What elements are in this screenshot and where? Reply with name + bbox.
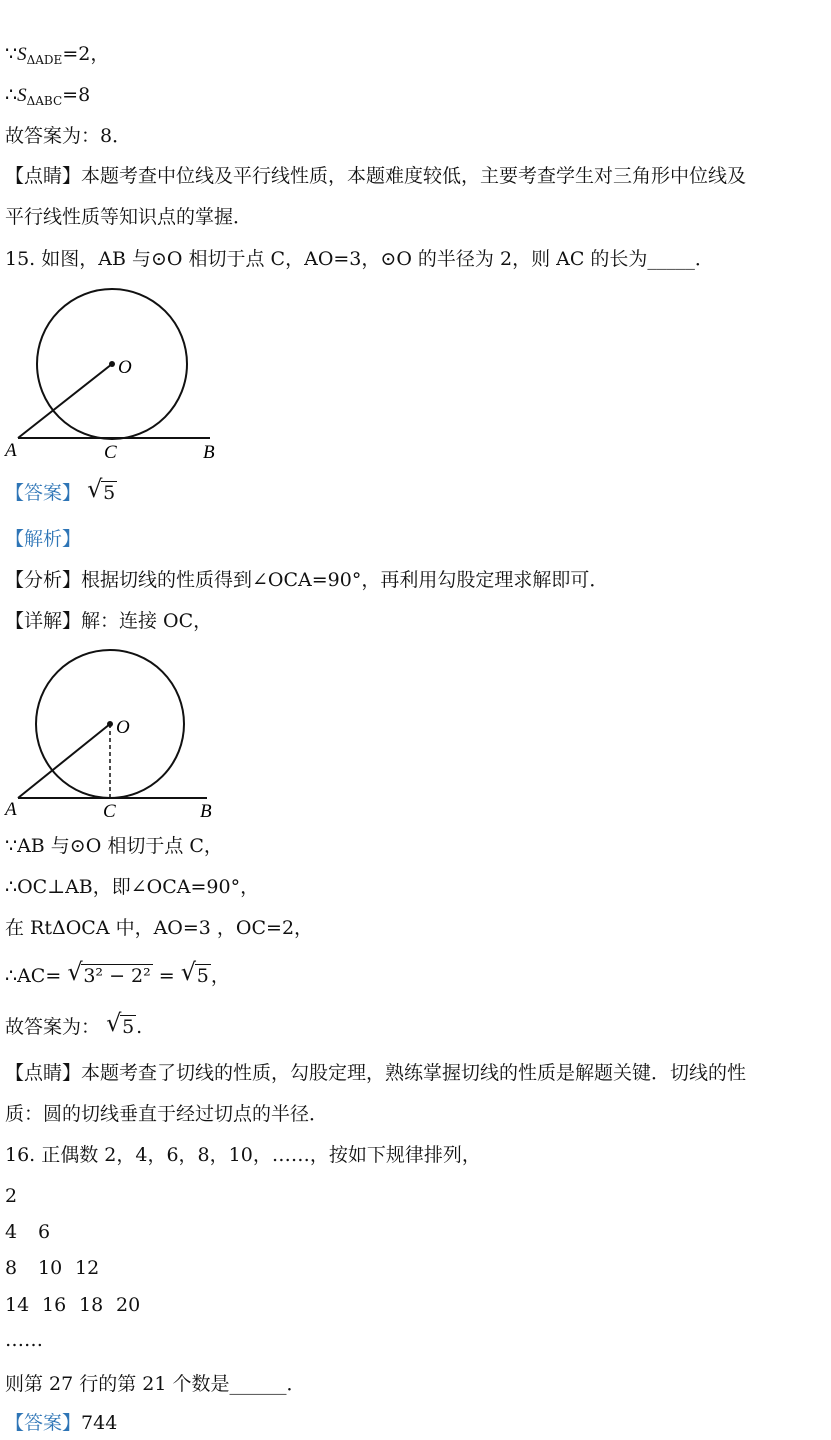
number-cell: 6: [38, 1221, 51, 1243]
sqrt-expression: √ 3² − 2²: [67, 958, 151, 987]
label-a: A: [5, 440, 17, 461]
label-b: B: [200, 801, 212, 822]
question-15: 15. 如图，AB 与⊙O 相切于点 C，AO=3，⊙O 的半径为 2，则 AC 的长为_____．: [5, 248, 714, 270]
label-o: O: [118, 357, 132, 378]
area-symbol: S: [17, 44, 27, 65]
pattern-row-4: [5, 1293, 140, 1317]
value: =8: [62, 84, 91, 106]
step-3: 在 RtΔOCA 中，AO=3 ，OC=2，: [5, 917, 314, 939]
detail-line: 【详解】解：连接 OC，: [5, 610, 213, 632]
number-cell: 18: [79, 1294, 104, 1316]
segment-ao: [18, 364, 112, 438]
number-cell: 4: [5, 1221, 18, 1243]
pattern-row-3: [5, 1256, 99, 1280]
answer-value: 744: [81, 1412, 118, 1434]
number-cell: 8: [5, 1257, 18, 1279]
answer-15: [5, 475, 117, 505]
sqrt-radicand: 5: [103, 482, 116, 504]
analysis-fenxi: 【分析】根据切线的性质得到∠OCA=90°，再利用勾股定理求解即可．: [5, 569, 609, 591]
center-point: [107, 721, 113, 727]
ac-equals: ∴AC=: [5, 965, 62, 987]
remark-line-2: 平行线性质等知识点的掌握．: [5, 206, 253, 228]
area-symbol: S: [17, 85, 27, 106]
sqrt-radicand: 5: [122, 1016, 135, 1038]
remark-line-1: 【点睛】本题考查中位线及平行线性质，本题难度较低，主要考查学生对三角形中位线及: [5, 165, 747, 187]
number-cell: 14: [5, 1294, 30, 1316]
center-point: [109, 361, 115, 367]
subscript: ΔABC: [26, 94, 63, 108]
sqrt-result: √ 5: [180, 958, 209, 987]
answer-16: [5, 1411, 117, 1435]
number-cell: 10: [38, 1257, 63, 1279]
step-4: [5, 958, 230, 988]
remark-15-line-2: 质：圆的切线垂直于经过切点的半径．: [5, 1103, 329, 1125]
label-a: A: [5, 799, 17, 820]
segment-ao: [18, 724, 110, 798]
sqrt-expression: √ 5: [106, 1009, 135, 1038]
number-cell: 16: [42, 1294, 67, 1316]
step-5: [5, 1009, 143, 1039]
comma: ，: [210, 965, 230, 987]
question-16-ask: 则第 27 行的第 21 个数是______．: [5, 1373, 306, 1395]
text-line-s-ade: [5, 42, 109, 72]
remark-15-line-1: 【点睛】本题考查了切线的性质，勾股定理，熟练掌握切线的性质是解题关键．切线的性: [5, 1062, 747, 1084]
sqrt-radicand: 5: [196, 965, 209, 987]
value: =2，: [62, 43, 110, 65]
answer-prefix: 故答案为：: [5, 1016, 101, 1038]
number-cell: 12: [75, 1257, 100, 1279]
label-b: B: [203, 442, 215, 463]
step-1: ∵AB 与⊙O 相切于点 C，: [5, 835, 223, 857]
subscript: ΔADE: [26, 53, 63, 67]
label-c: C: [104, 442, 117, 463]
pattern-row-2: [5, 1220, 50, 1244]
step-2: ∴OC⊥AB，即∠OCA=90°，: [5, 876, 260, 898]
number-cell: 20: [116, 1294, 141, 1316]
sqrt-expression: √ 5: [87, 475, 116, 504]
answer-label: 【答案】: [5, 1412, 82, 1434]
pattern-ellipsis: ……: [5, 1329, 43, 1351]
figure-tangent-circle: [0, 280, 240, 470]
label-c: C: [103, 801, 116, 822]
analysis-label: 【解析】: [5, 528, 82, 550]
label-o: O: [116, 717, 130, 738]
therefore-symbol: ∴: [5, 84, 18, 106]
equals-sign: =: [158, 965, 175, 987]
question-16: 16. 正偶数 2，4，6，8，10，……，按如下规律排列，: [5, 1144, 481, 1166]
figure-tangent-circle-with-oc: [0, 640, 240, 830]
pattern-row-1: 2: [5, 1185, 18, 1207]
text-line-s-abc: [5, 83, 90, 113]
sqrt-radicand: 3² − 2²: [83, 965, 151, 987]
answer-line-14: 故答案为：8．: [5, 125, 132, 147]
answer-label: 【答案】: [5, 482, 82, 504]
because-symbol: ∵: [5, 43, 18, 65]
period: .: [136, 1016, 143, 1038]
